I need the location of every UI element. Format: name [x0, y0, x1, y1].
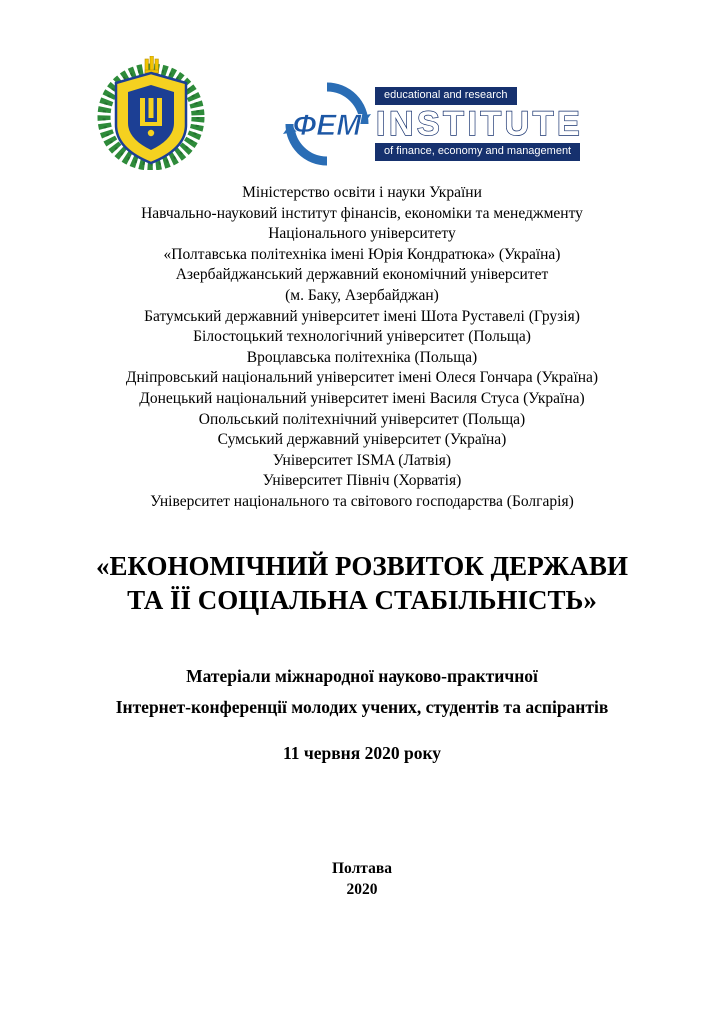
conference-title	[0, 549, 724, 617]
fem-emblem-icon	[283, 80, 371, 168]
organization-line: Донецький національний університет імені Василя Стуса (Україна)	[139, 389, 585, 407]
institute-logo	[283, 80, 631, 168]
conference-subtitle	[0, 661, 724, 723]
organization-line: Білостоцький технологічний університет (Польща)	[193, 328, 531, 346]
organizations-list	[30, 183, 694, 513]
institute-tagline-top: educational and research	[375, 87, 517, 105]
organization-line: Навчально-науковий інститут фінансів, економіки та менеджменту	[141, 204, 583, 222]
organization-line: (м. Баку, Азербайджан)	[285, 286, 439, 304]
organization-line: Дніпровський національний університет імені Олеся Гончара (Україна)	[125, 369, 599, 387]
organization-line: Сумський державний університет (Україна)	[217, 431, 507, 449]
conference-title-line1: «ЕКОНОМІЧНИЙ РОЗВИТОК ДЕРЖАВИ	[96, 551, 628, 581]
organization-line: Університет національного та світового господарства (Болгарія)	[150, 492, 574, 510]
university-emblem-icon	[94, 56, 208, 170]
conference-title-line2: ТА ЇЇ СОЦІАЛЬНА СТАБІЛЬНІСТЬ»	[127, 585, 597, 615]
imprint-city: Полтава	[332, 860, 392, 877]
organization-line: «Полтавська політехніка імені Юрія Кондратюка» (Україна)	[163, 245, 561, 263]
organization-line: Батумський державний університет імені Шота Руставелі (Грузія)	[144, 307, 580, 325]
conference-subtitle-line1: Матеріали міжнародної науково-практичної	[186, 666, 538, 686]
organization-line: Опольський політехнічний університет (Польща)	[198, 410, 526, 428]
organization-line: Азербайджанський державний економічний університет	[175, 266, 549, 284]
institute-tagline-bottom: of finance, economy and management	[375, 143, 580, 161]
institute-title: INSTITUTE	[376, 105, 584, 143]
imprint	[0, 858, 724, 900]
institute-wordmark	[375, 87, 631, 161]
fem-acronym: ФЕМ	[292, 109, 362, 142]
university-emblem-logo	[94, 56, 208, 170]
conference-subtitle-line2: Інтернет-конференції молодих учених, студентів та аспірантів	[115, 697, 609, 717]
organization-line: Вроцлавська політехніка (Польща)	[246, 348, 478, 366]
organization-line: Університет ISMA (Латвія)	[272, 451, 452, 469]
organization-line: Міністерство освіти і науки України	[242, 184, 482, 201]
conference-date: 11 червня 2020 року	[282, 743, 442, 763]
organization-line: Університет Північ (Хорватія)	[262, 472, 462, 490]
imprint-year: 2020	[346, 881, 378, 898]
organization-line: Національного університету	[268, 225, 456, 243]
